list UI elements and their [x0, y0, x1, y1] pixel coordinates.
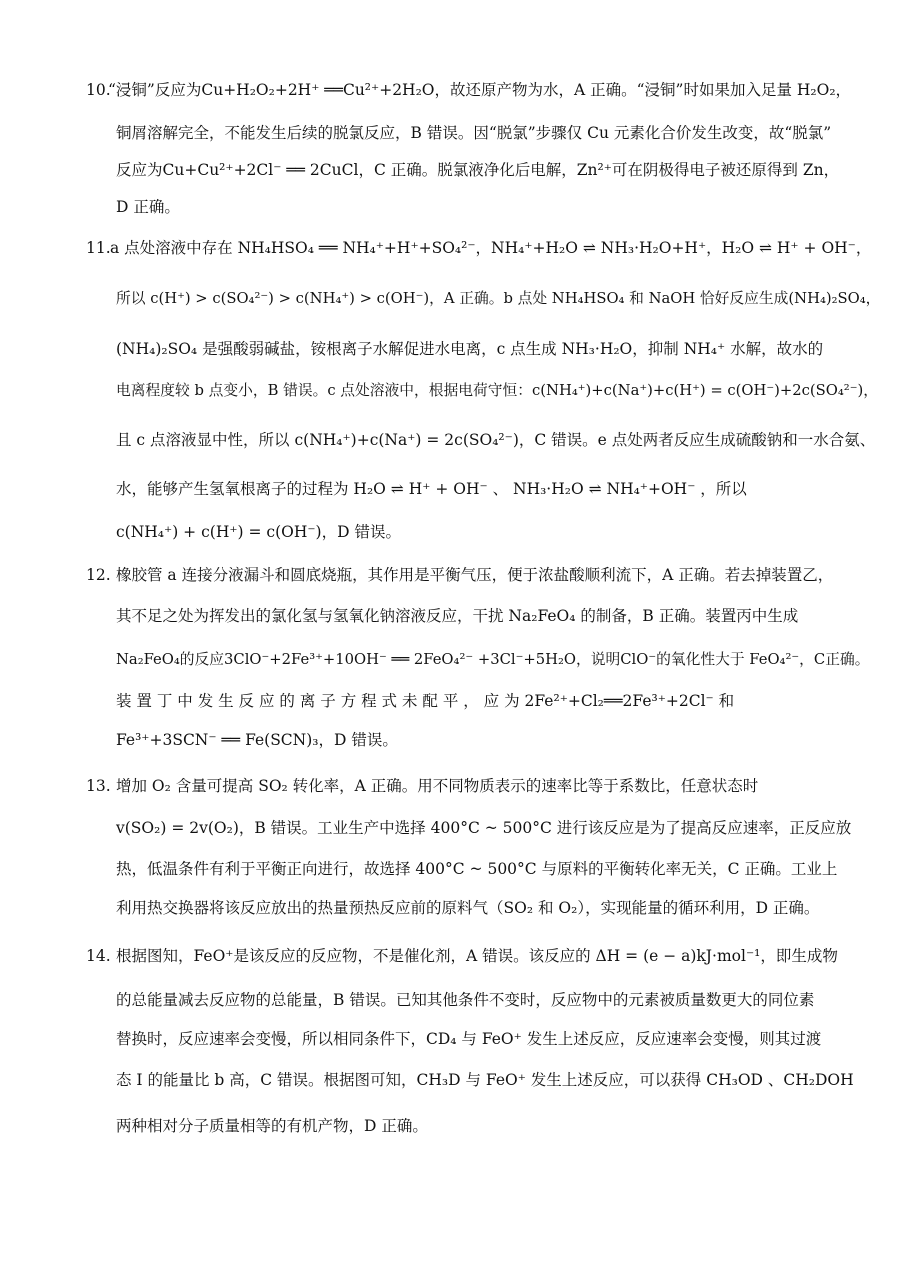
explanation-line: “浸铜”反应为Cu+H₂O₂+2H⁺ ══Cu²⁺+2H₂O，故还原产物为水，A 正确。“浸铜”时如果加入足量 H₂O₂，	[108, 81, 852, 99]
explanation-line: 利用热交换器将该反应放出的热量预热反应前的原料气（SO₂ 和 O₂），实现能量的循环利用，D 正确。	[116, 899, 820, 917]
explanation-line: Fe³⁺+3SCN⁻ ══ Fe(SCN)₃，D 错误。	[116, 731, 398, 749]
question-number: 14.	[86, 947, 111, 965]
explanation-line: 的总能量减去反应物的总能量，B 错误。已知其他条件不变时，反应物中的元素被质量数更大的同位素	[116, 991, 815, 1009]
explanation-line: 其不足之处为挥发出的氯化氢与氢氧化钠溶液反应，干扰 Na₂FeO₄ 的制备，B 正确。装置丙中生成	[116, 607, 799, 625]
explanation-line: c(NH₄⁺) + c(H⁺) = c(OH⁻)，D 错误。	[116, 523, 401, 541]
explanation-line: 水，能够产生氢氧根离子的过程为 H₂O ⇌ H⁺ + OH⁻ 、 NH₃·H₂O ⇌ NH₄⁺+OH⁻ ，所以	[116, 480, 747, 498]
explanation-line: 替换时，反应速率会变慢，所以相同条件下，CD₄ 与 FeO⁺ 发生上述反应，反应速率会变慢，则其过渡	[116, 1030, 822, 1048]
question-number: 13.	[86, 777, 111, 795]
explanation-line: 电离程度较 b 点变小，B 错误。c 点处溶液中，根据电荷守恒：c(NH₄⁺)+c(Na⁺)+c(H⁺) = c(OH⁻)+2c(SO₄²⁻)，	[116, 382, 878, 399]
explanation-line: 橡胶管 a 连接分液漏斗和圆底烧瓶，其作用是平衡气压，便于浓盐酸顺利流下，A 正确。若去掉装置乙，	[116, 566, 834, 584]
explanation-line: 增加 O₂ 含量可提高 SO₂ 转化率，A 正确。用不同物质表示的速率比等于系数比，任意状态时	[116, 777, 759, 795]
explanation-line: 反应为Cu+Cu²⁺+2Cl⁻ ══ 2CuCl，C 正确。脱氯液净化后电解，Zn²⁺可在阴极得电子被还原得到 Zn，	[116, 161, 840, 179]
explanation-line: 态 I 的能量比 b 高，C 错误。根据图可知，CH₃D 与 FeO⁺ 发生上述反应，可以获得 CH₃OD 、CH₂DOH	[116, 1071, 854, 1089]
explanation-line: 且 c 点溶液显中性，所以 c(NH₄⁺)+c(Na⁺) = 2c(SO₄²⁻)，C 错误。e 点处两者反应生成硫酸钠和一水合氨、	[116, 431, 876, 449]
explanation-line: 两种相对分子质量相等的有机产物，D 正确。	[116, 1117, 428, 1135]
explanation-line: 热，低温条件有利于平衡正向进行，故选择 400°C ~ 500°C 与原料的平衡转化率无关，C 正确。工业上	[116, 860, 838, 878]
question-number: 10.	[86, 81, 111, 99]
explanation-line: a 点处溶液中存在 NH₄HSO₄ ══ NH₄⁺+H⁺+SO₄²⁻，NH₄⁺+H₂O ⇌ NH₃·H₂O+H⁺，H₂O ⇌ H⁺ + OH⁻，	[110, 239, 872, 257]
explanation-line: 装 置 丁 中 发 生 反 应 的 离 子 方 程 式 未 配 平 ， 应 为 2Fe²⁺+Cl₂══2Fe³⁺+2Cl⁻ 和	[116, 692, 735, 710]
question-number: 11.	[86, 239, 111, 257]
question-number: 12.	[86, 566, 111, 584]
explanation-line: 所以 c(H⁺) > c(SO₄²⁻) > c(NH₄⁺) > c(OH⁻)，A 正确。b 点处 NH₄HSO₄ 和 NaOH 恰好反应生成(NH₄)₂SO₄，	[116, 290, 881, 307]
explanation-line: 根据图知，FeO⁺是该反应的反应物，不是催化剂，A 错误。该反应的 ΔH = (e − a)kJ·mol⁻¹，即生成物	[116, 947, 838, 965]
explanation-line: D 正确。	[116, 198, 180, 216]
explanation-line: Na₂FeO₄的反应3ClO⁻+2Fe³⁺+10OH⁻ ══ 2FeO₄²⁻ +3Cl⁻+5H₂O，说明ClO⁻的氧化性大于 FeO₄²⁻，C正确。	[116, 651, 870, 668]
explanation-line: v(SO₂) = 2v(O₂)，B 错误。工业生产中选择 400°C ~ 500°C 进行该反应是为了提高反应速率，正反应放	[116, 819, 852, 837]
explanation-line: (NH₄)₂SO₄ 是强酸弱碱盐，铵根离子水解促进水电离，c 点生成 NH₃·H₂O，抑制 NH₄⁺ 水解，故水的	[116, 340, 824, 358]
explanation-line: 铜屑溶解完全，不能发生后续的脱氯反应，B 错误。因“脱氯”步骤仅 Cu 元素化合价发生改变，故“脱氯”	[116, 124, 832, 142]
